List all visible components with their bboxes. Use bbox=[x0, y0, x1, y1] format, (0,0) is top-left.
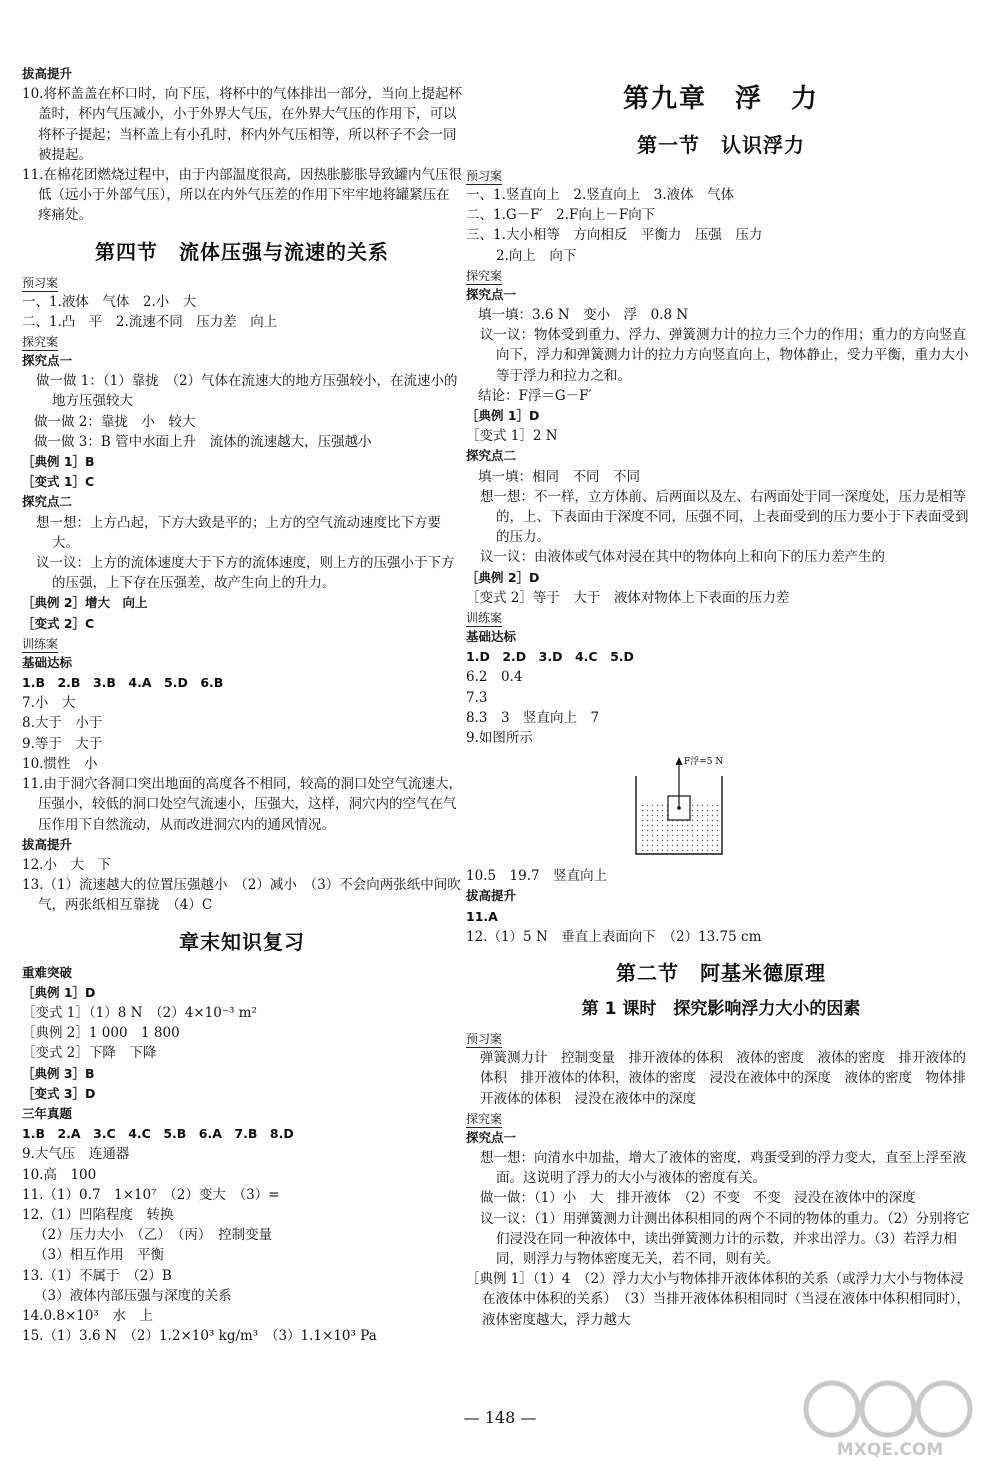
section-title-sec4: 第四节 流体压强与流速的关系 bbox=[95, 239, 389, 264]
answer-line: 想一想：不一样，立方体前、后两面以及左、右两面处于同一深度处，压力是相等的，上、下表面由于深度不同，压强不同，上表面受到的压力要小于下表面受到的压力。 bbox=[480, 488, 969, 546]
answer-line: 9.等于 大于 bbox=[22, 735, 103, 752]
answer-line: 12.小 大 下 bbox=[22, 856, 111, 873]
section-label-jichu: 基础达标 bbox=[22, 654, 73, 670]
section-label-zhongnan: 重难突破 bbox=[22, 964, 73, 980]
answer-line: 7.小 大 bbox=[22, 695, 76, 712]
answer-line: 10.将杯盖盖在杯口时，向下压，将杯中的气体排出一部分，当向上提起杯盖时，杯内气压减小，小于外界大气压，在外界大气压的作用下，可以将杯子提起；当杯盖上有小孔时，杯内外气压相等，所以杯子不会一同被提起。 bbox=[22, 86, 462, 163]
answer-line: 做一做：（1）小 大 排开液体 （2）不变 不变 浸没在液体中的深度 bbox=[480, 1190, 916, 1207]
buoyancy-figure bbox=[466, 754, 976, 866]
answer-line: 2.向上 向下 bbox=[496, 247, 577, 264]
watermark-logo bbox=[792, 1375, 988, 1461]
example-line: ［典例 2］增大 向上 bbox=[22, 595, 148, 611]
answer-line: （2）压力大小 （乙） （丙） 控制变量 bbox=[34, 1227, 273, 1244]
answer-line: 1.D 2.D 3.D 4.C 5.D bbox=[466, 649, 634, 665]
answer-line: 8.3 3 竖直向上 7 bbox=[466, 709, 600, 726]
answer-line: 想一想：向清水中加盐，增大了液体的密度，鸡蛋受到的浮力变大，直至上浮至液面。这说明了浮力的大小与液体的密度有关。 bbox=[480, 1149, 966, 1187]
buoyancy-diagram bbox=[466, 754, 976, 866]
answer-line: 9.如图所示 bbox=[466, 730, 533, 747]
section-label-tigao: 拔高提升 bbox=[466, 888, 517, 904]
tag-xunlian: 训练案 bbox=[466, 611, 503, 626]
answer-line: 10.5 19.7 竖直向上 bbox=[466, 868, 608, 885]
answer-paragraph: 弹簧测力计 控制变量 排开液体的体积 液体的密度 液体的密度 排开液体的体积 排开液体的体积，液体的密度 浸没在液体中的深度 液体的密度 物体排开液体的体积 浸没在液体中的深度 bbox=[480, 1050, 966, 1107]
example-line: ［变式 1］2 N bbox=[466, 428, 558, 445]
section-label-sannian: 三年真题 bbox=[22, 1105, 73, 1121]
answer-line: 一、1.液体 气体 2.小 大 bbox=[22, 293, 197, 310]
example-line: ［典例 2］1 000 1 800 bbox=[22, 1025, 180, 1042]
answer-line: 10.高 100 bbox=[22, 1166, 97, 1183]
section-label-jichu: 基础达标 bbox=[466, 629, 517, 645]
answer-line: 做一做 3：B 管中水面上升 流体的流速越大，压强越小 bbox=[34, 433, 372, 450]
answer-line: 1.B 2.A 3.C 4.C 5.B 6.A 7.B 8.D bbox=[22, 1126, 294, 1142]
answer-line: 11.由于洞穴各洞口突出地面的高度各不相同，较高的洞口处空气流速大，压强小，较低的洞口处空气流速小，压强大，这样，洞穴内的空气在气压作用下自然流动，从而改进洞穴内的通风情况。 bbox=[22, 776, 462, 833]
example-line: ［变式 3］D bbox=[22, 1085, 96, 1101]
answer-line: 11.在棉花团燃烧过程中，由于内部温度很高，因热胀膨胀导致罐内气压很低（远小于外部气压），所以在内外气压差的作用下牢牢地将罐紧压在疼痛处。 bbox=[22, 167, 462, 224]
answer-line: 10.惯性 小 bbox=[22, 755, 98, 772]
point-label: 探究点一 bbox=[466, 286, 517, 302]
section-title-sec2: 第二节 阿基米德原理 bbox=[616, 961, 826, 986]
arrow-head bbox=[676, 757, 683, 765]
answer-line: 8.大于 小于 bbox=[22, 715, 103, 732]
point-label: 探究点二 bbox=[22, 494, 73, 510]
tag-tanjiu: 探究案 bbox=[466, 1111, 503, 1126]
answer-line: 13.（1）流速越大的位置压强越小 （2）减小 （3）不会向两张纸中间吹气，两张纸相互靠拢 （4）C bbox=[22, 877, 461, 914]
example-line: ［变式 1］C bbox=[22, 474, 95, 490]
answer-line: 13.（1）不属于 （2）B bbox=[22, 1267, 172, 1284]
force-label: F浮=5 N bbox=[684, 757, 724, 768]
example-line: ［变式 2］等于 大于 液体对物体上下表面的压力差 bbox=[466, 589, 790, 606]
answer-line: 议一议：上方的流体速度大于下方的流体速度，则上方的压强小于下方的压强，上下存在压强差，故产生向上的升力。 bbox=[36, 555, 455, 592]
answer-line: 1.B 2.B 3.B 4.A 5.D 6.B bbox=[22, 675, 224, 691]
answer-line: （3）相互作用 平衡 bbox=[34, 1247, 165, 1264]
answer-line: 11.A bbox=[466, 908, 498, 924]
answer-line: 填一填：相同 不同 不同 bbox=[478, 468, 640, 485]
answer-line: （3）液体内部压强与深度的关系 bbox=[34, 1287, 232, 1304]
page-number: — 148 — bbox=[463, 1408, 537, 1427]
section-title-sec1: 第一节 认识浮力 bbox=[637, 133, 805, 157]
tag-yuxi: 预习案 bbox=[466, 1032, 503, 1047]
answer-line: 二、1.G－F′ 2.F向上－F向下 bbox=[466, 207, 656, 224]
tag-tanjiu: 探究案 bbox=[466, 268, 503, 283]
answer-line: 一、1.竖直向上 2.竖直向上 3.液体 气体 bbox=[466, 187, 735, 203]
section-label-tigao: 拔高提升 bbox=[22, 836, 73, 852]
example-line: ［典例 2］D bbox=[466, 569, 540, 585]
answer-line: 议一议：物体受到重力、浮力、弹簧测力计的拉力三个力的作用；重力的方向竖直向下，浮力和弹簧测力计的拉力方向竖直向上，物体静止，受力平衡，重力大小等于浮力和拉力之和。 bbox=[480, 327, 969, 384]
answer-line: 7.3 bbox=[466, 689, 488, 706]
section-title-review: 章末知识复习 bbox=[179, 929, 305, 954]
right-column bbox=[466, 78, 976, 1330]
point-label: 探究点一 bbox=[22, 353, 73, 369]
force-point bbox=[677, 806, 681, 810]
answer-line: 填一填：3.6 N 变小 浮 0.8 N bbox=[478, 307, 689, 324]
example-line: ［变式 2］下降 下降 bbox=[22, 1045, 157, 1062]
point-label: 探究点二 bbox=[466, 448, 517, 464]
example-line: ［典例 1］（1）4 （2）浮力大小与物体排开液体体积的关系（或浮力大小与物体浸在液体中体积的关系） （3）当排开液体体积相同时（当浸在液体中体积相同时），液体密度越大，浮力越大 bbox=[466, 1271, 970, 1328]
watermark-text: MXQE.COM bbox=[836, 1440, 944, 1460]
answer-line: 二、1.凸 平 2.流速不同 压力差 向上 bbox=[22, 313, 278, 330]
point-label: 探究点一 bbox=[466, 1129, 517, 1145]
answer-line: 做一做 2：靠拢 小 较大 bbox=[34, 413, 196, 430]
answer-line: 14.0.8×10³ 水 上 bbox=[22, 1307, 153, 1324]
tag-yuxi: 预习案 bbox=[22, 275, 59, 290]
answer-line: 想一想：上方凸起，下方大致是平的；上方的空气流动速度比下方要大。 bbox=[36, 514, 441, 551]
answer-line: 议一议：由液体或气体对浸在其中的物体向上和向下的压力差产生的 bbox=[480, 549, 885, 566]
tag-xunlian: 训练案 bbox=[22, 636, 59, 651]
example-line: ［典例 1］D bbox=[466, 408, 540, 424]
lesson-title: 第 1 课时 探究影响浮力大小的因素 bbox=[581, 999, 861, 1020]
answer-line: 做一做 1：（1）靠拢 （2）气体在流速大的地方压强较小，在流速小的地方压强较大 bbox=[36, 373, 458, 410]
example-line: ［变式 1］（1）8 N （2）4×10⁻³ m² bbox=[22, 1004, 257, 1021]
answer-line: 15.（1）3.6 N （2）1.2×10³ kg/m³ （3）1.1×10³ Pa bbox=[22, 1328, 377, 1345]
tag-tanjiu: 探究案 bbox=[22, 335, 59, 350]
answer-line: 12.（1）5 N 垂直上表面向下 （2）13.75 cm bbox=[466, 928, 762, 945]
chapter-title: 第九章 浮 力 bbox=[622, 84, 819, 114]
example-line: ［变式 2］C bbox=[22, 615, 95, 631]
answer-line: 9.大气压 连通器 bbox=[22, 1146, 130, 1163]
example-line: ［典例 3］B bbox=[22, 1065, 95, 1081]
answer-line: 11.（1）0.7 1×10⁷ （2）变大 （3）= bbox=[22, 1186, 280, 1203]
answer-line: 结论：F浮＝G－F′ bbox=[478, 387, 592, 404]
answer-line: 议一议：（1）用弹簧测力计测出体积相同的两个不同的物体的重力。（2）分别将它们浸没在同一种液体中，读出弹簧测力计的示数，并求出浮力。（3）若浮力相同，则浮力与物体密度无关，若不同，则有关。 bbox=[480, 1210, 970, 1267]
left-column bbox=[22, 64, 462, 1346]
answer-line: 三、1.大小相等 方向相反 平衡力 压强 压力 bbox=[466, 227, 763, 244]
example-line: ［典例 1］B bbox=[22, 454, 95, 470]
example-line: ［典例 1］D bbox=[22, 984, 96, 1000]
answer-line: 6.2 0.4 bbox=[466, 669, 523, 686]
section-label-tigao: 拔高提升 bbox=[22, 66, 73, 81]
answer-line: 12.（1）凹陷程度 转换 bbox=[22, 1206, 174, 1223]
tag-yuxi: 预习案 bbox=[466, 169, 503, 183]
